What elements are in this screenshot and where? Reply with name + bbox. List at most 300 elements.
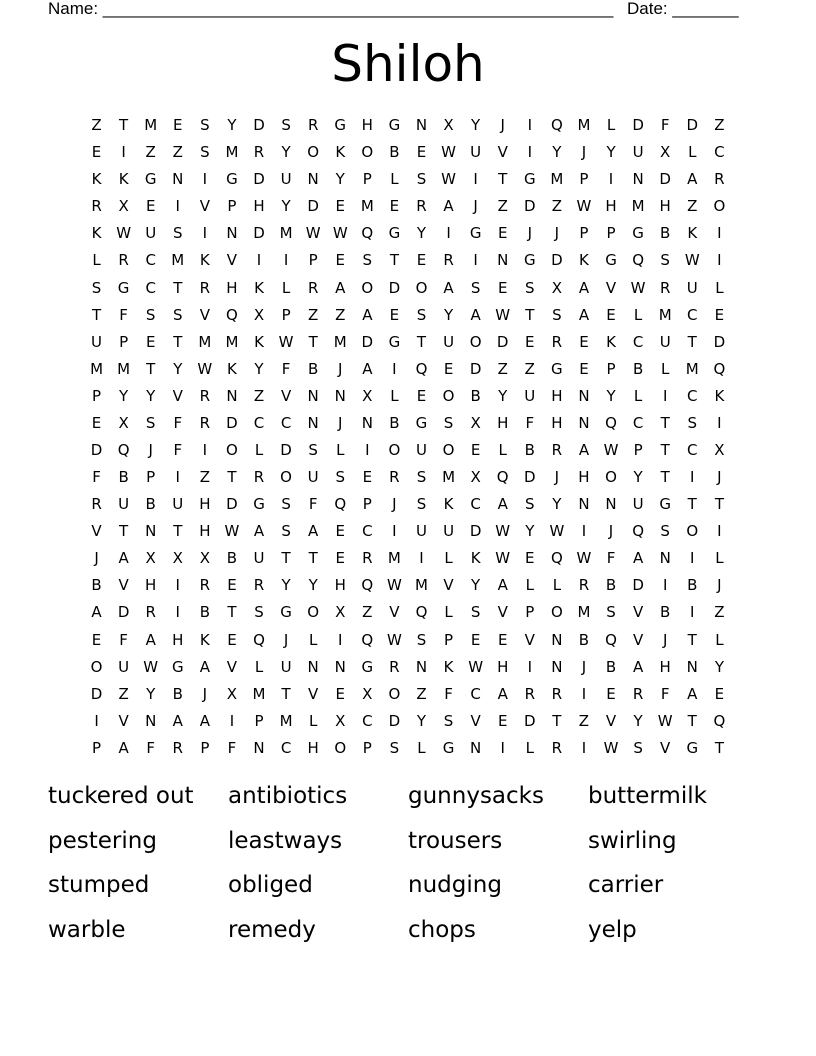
grid-letter: V — [524, 630, 535, 649]
worksheet-header — [48, 0, 768, 20]
grid-letter: S — [389, 738, 400, 757]
grid-row — [83, 626, 733, 653]
grid-letter: P — [146, 468, 156, 487]
grid-letter: E — [173, 116, 183, 135]
grid-letter: T — [119, 522, 129, 541]
grid-letter: D — [361, 332, 374, 351]
grid-letter: U — [415, 440, 427, 459]
grid-letter: Q — [713, 711, 726, 730]
grid-letter: B — [118, 468, 129, 487]
grid-letter: A — [145, 630, 156, 649]
grid-letter: R — [307, 116, 319, 135]
grid-letter: E — [470, 440, 481, 459]
grid-letter: U — [632, 143, 644, 162]
grid-letter: A — [362, 305, 373, 324]
grid-letter: M — [550, 170, 564, 189]
grid-letter: P — [606, 224, 616, 243]
grid-letter: S — [660, 522, 670, 541]
grid-letter: G — [415, 413, 428, 432]
grid-letter: K — [579, 251, 589, 270]
grid-letter: K — [606, 332, 616, 351]
grid-letter: L — [390, 386, 399, 405]
grid-letter: M — [685, 359, 699, 378]
grid-letter: I — [717, 522, 722, 541]
grid-row — [83, 274, 733, 301]
grid-letter: J — [473, 197, 478, 216]
grid-letter: U — [172, 495, 184, 514]
grid-letter: J — [581, 143, 587, 162]
grid-letter: O — [415, 278, 428, 297]
grid-letter: P — [579, 224, 589, 243]
grid-letter: F — [119, 630, 128, 649]
grid-letter: C — [280, 738, 292, 757]
grid-letter: O — [334, 738, 347, 757]
grid-letter: E — [227, 576, 237, 595]
grid-letter: L — [336, 440, 345, 459]
grid-letter: X — [145, 549, 156, 568]
grid-row — [83, 166, 733, 193]
grid-letter: J — [554, 468, 560, 487]
grid-letter: S — [254, 603, 264, 622]
grid-letter: B — [660, 224, 671, 243]
grid-letter: Q — [550, 116, 563, 135]
grid-row — [83, 383, 733, 410]
grid-letter: M — [171, 251, 185, 270]
grid-letter: I — [473, 251, 478, 270]
grid-letter: T — [389, 251, 399, 270]
grid-letter: I — [608, 170, 614, 189]
grid-letter: Z — [362, 603, 373, 622]
grid-letter: W — [603, 738, 619, 757]
grid-letter: F — [173, 440, 183, 459]
grid-letter: S — [416, 305, 427, 324]
grid-letter: D — [253, 224, 265, 243]
grid-letter: U — [145, 224, 157, 243]
grid-letter: X — [226, 684, 238, 703]
grid-letter: Q — [361, 224, 374, 243]
grid-letter: T — [91, 305, 102, 324]
grid-letter: R — [416, 197, 427, 216]
grid-letter: Y — [335, 170, 345, 189]
grid-letter: T — [687, 711, 697, 730]
grid-letter: S — [687, 413, 698, 432]
grid-letter: R — [632, 684, 644, 703]
grid-letter: M — [252, 684, 266, 703]
grid-letter: W — [576, 549, 592, 568]
grid-letter: Q — [361, 630, 374, 649]
grid-letter: I — [121, 143, 126, 162]
grid-letter: E — [497, 711, 508, 730]
grid-letter: L — [308, 630, 318, 649]
grid-letter: Q — [632, 251, 644, 270]
grid-letter: A — [497, 495, 508, 514]
grid-letter: W — [603, 440, 619, 459]
grid-letter: V — [632, 630, 644, 649]
grid-letter: G — [523, 170, 536, 189]
grid-letter: U — [118, 495, 130, 514]
word-bank — [48, 777, 768, 955]
grid-letter: N — [551, 630, 563, 649]
grid-letter: C — [687, 440, 698, 459]
grid-letter: D — [632, 576, 644, 595]
grid-letter: B — [172, 684, 183, 703]
grid-letter: T — [687, 495, 697, 514]
grid-letter: O — [388, 684, 401, 703]
grid-letter: K — [335, 143, 346, 162]
name-field-label: Name: ______________________________________________________ — [48, 0, 614, 18]
grid-letter: B — [687, 576, 698, 595]
grid-letter: Y — [443, 305, 454, 324]
grid-letter: K — [254, 278, 264, 297]
grid-letter: Y — [416, 224, 427, 243]
grid-letter: I — [446, 224, 451, 243]
grid-letter: T — [173, 332, 183, 351]
grid-letter: R — [389, 657, 400, 676]
grid-letter: M — [333, 332, 347, 351]
grid-letter: N — [334, 657, 346, 676]
grid-letter: T — [227, 468, 237, 487]
grid-letter: O — [469, 332, 482, 351]
grid-letter: M — [90, 359, 104, 378]
grid-letter: X — [714, 440, 725, 459]
grid-letter: G — [523, 251, 536, 270]
page-title: Shiloh — [331, 35, 485, 93]
grid-letter: I — [581, 684, 587, 703]
grid-letter: X — [551, 278, 562, 297]
grid-letter: B — [470, 386, 481, 405]
grid-letter: S — [443, 413, 454, 432]
grid-letter: Z — [308, 305, 319, 324]
grid-letter: W — [305, 224, 321, 243]
grid-letter: O — [550, 603, 563, 622]
grid-letter: K — [91, 224, 102, 243]
grid-letter: K — [227, 359, 237, 378]
grid-letter: P — [606, 359, 616, 378]
grid-letter: T — [281, 549, 291, 568]
grid-letter: P — [362, 170, 372, 189]
grid-letter: O — [442, 440, 455, 459]
grid-letter: Y — [146, 386, 156, 405]
grid-letter: O — [361, 143, 374, 162]
grid-letter: V — [118, 711, 129, 730]
grid-letter: I — [500, 738, 505, 757]
grid-letter: T — [227, 603, 237, 622]
grid-letter: A — [443, 278, 454, 297]
grid-letter: D — [388, 278, 401, 297]
grid-letter: I — [473, 170, 478, 189]
grid-letter: T — [714, 738, 724, 757]
grid-letter: O — [361, 278, 374, 297]
word-bank-item: leastways — [228, 827, 343, 854]
grid-letter: B — [199, 603, 210, 622]
grid-letter: N — [470, 738, 482, 757]
grid-letter: S — [552, 305, 562, 324]
grid-letter: I — [338, 630, 343, 649]
grid-letter: Y — [254, 359, 264, 378]
grid-letter: N — [605, 495, 617, 514]
grid-letter: D — [226, 495, 238, 514]
grid-letter: S — [91, 278, 102, 297]
grid-letter: S — [416, 495, 427, 514]
grid-letter: W — [224, 522, 240, 541]
grid-letter: C — [632, 332, 644, 351]
grid-letter: Y — [714, 657, 724, 676]
grid-letter: R — [659, 278, 671, 297]
grid-letter: H — [605, 197, 617, 216]
grid-letter: U — [524, 386, 536, 405]
grid-letter: H — [659, 657, 671, 676]
grid-letter: N — [307, 170, 319, 189]
grid-letter: J — [717, 576, 722, 595]
grid-letter: V — [660, 738, 671, 757]
grid-letter: S — [145, 413, 156, 432]
grid-letter: Z — [145, 143, 156, 162]
grid-letter: D — [253, 170, 265, 189]
grid-letter: W — [332, 224, 348, 243]
grid-letter: M — [631, 197, 645, 216]
grid-letter: G — [469, 224, 482, 243]
grid-letter: N — [551, 657, 563, 676]
grid-letter: N — [686, 657, 698, 676]
grid-letter: K — [687, 224, 698, 243]
grid-letter: E — [91, 630, 102, 649]
grid-letter: J — [202, 684, 208, 703]
word-search-grid — [83, 112, 733, 762]
grid-letter: R — [199, 576, 211, 595]
grid-letter: R — [91, 197, 102, 216]
grid-letter: I — [175, 468, 180, 487]
grid-letter: X — [443, 116, 454, 135]
grid-letter: M — [279, 711, 293, 730]
grid-letter: Z — [497, 359, 508, 378]
grid-letter: W — [278, 332, 294, 351]
grid-letter: D — [253, 116, 265, 135]
grid-letter: R — [443, 251, 454, 270]
grid-letter: C — [145, 278, 156, 297]
grid-letter: G — [442, 738, 455, 757]
grid-letter: W — [495, 549, 511, 568]
grid-letter: H — [551, 386, 563, 405]
grid-letter: R — [253, 143, 265, 162]
grid-letter: D — [388, 711, 401, 730]
grid-letter: T — [687, 630, 697, 649]
grid-letter: E — [145, 197, 156, 216]
grid-letter: T — [173, 278, 183, 297]
grid-letter: G — [686, 738, 699, 757]
grid-letter: T — [119, 116, 129, 135]
grid-letter: D — [496, 332, 509, 351]
grid-letter: T — [687, 332, 697, 351]
grid-letter: F — [660, 116, 670, 135]
grid-letter: B — [308, 359, 319, 378]
grid-letter: E — [227, 630, 237, 649]
grid-letter: N — [226, 386, 238, 405]
grid-letter: N — [578, 413, 590, 432]
grid-letter: V — [91, 522, 102, 541]
grid-letter: X — [118, 197, 129, 216]
grid-letter: H — [199, 522, 211, 541]
grid-letter: A — [578, 305, 590, 324]
grid-letter: Y — [606, 386, 616, 405]
grid-letter: R — [524, 684, 535, 703]
grid-letter: Y — [633, 468, 643, 487]
grid-letter: Z — [687, 197, 698, 216]
grid-letter: X — [470, 468, 481, 487]
grid-letter: T — [416, 332, 427, 351]
grid-letter: V — [470, 711, 481, 730]
grid-letter: A — [199, 657, 210, 676]
grid-letter: M — [658, 305, 672, 324]
grid-letter: C — [362, 522, 373, 541]
grid-letter: W — [468, 657, 484, 676]
grid-letter: B — [91, 576, 102, 595]
grid-letter: E — [606, 305, 616, 324]
grid-letter: Z — [416, 684, 427, 703]
grid-letter: A — [578, 440, 590, 459]
grid-letter: Q — [632, 522, 644, 541]
grid-letter: W — [441, 170, 456, 189]
grid-letter: Q — [253, 630, 265, 649]
grid-letter: Y — [281, 576, 291, 595]
grid-letter: Q — [361, 576, 374, 595]
grid-letter: O — [442, 386, 455, 405]
grid-letter: A — [687, 170, 698, 189]
grid-letter: W — [197, 359, 213, 378]
grid-letter: B — [145, 495, 156, 514]
grid-letter: L — [688, 143, 697, 162]
grid-letter: R — [199, 386, 211, 405]
grid-letter: P — [362, 495, 372, 514]
grid-letter: G — [361, 657, 374, 676]
grid-letter: G — [551, 359, 563, 378]
grid-row — [83, 735, 733, 762]
grid-letter: N — [334, 386, 346, 405]
grid-letter: P — [200, 738, 210, 757]
grid-letter: A — [497, 684, 508, 703]
grid-letter: V — [497, 603, 508, 622]
grid-letter: D — [226, 413, 238, 432]
grid-letter: U — [118, 657, 130, 676]
grid-letter: Z — [551, 197, 562, 216]
grid-letter: P — [92, 386, 102, 405]
grid-letter: L — [417, 738, 426, 757]
grid-letter: T — [660, 468, 670, 487]
grid-letter: G — [659, 495, 671, 514]
grid-letter: P — [227, 197, 237, 216]
grid-letter: K — [470, 549, 481, 568]
grid-letter: F — [146, 738, 156, 757]
grid-letter: N — [578, 386, 590, 405]
grid-letter: D — [90, 440, 103, 459]
grid-letter: J — [527, 224, 532, 243]
grid-letter: C — [632, 413, 644, 432]
grid-letter: E — [335, 684, 345, 703]
grid-letter: E — [335, 522, 345, 541]
grid-letter: H — [551, 413, 563, 432]
grid-letter: D — [713, 332, 726, 351]
grid-letter: S — [200, 116, 210, 135]
grid-letter: Z — [714, 116, 725, 135]
grid-letter: A — [470, 305, 481, 324]
grid-letter: F — [173, 413, 183, 432]
grid-letter: E — [335, 197, 345, 216]
grid-letter: S — [525, 278, 535, 297]
grid-letter: X — [118, 413, 129, 432]
grid-letter: L — [498, 440, 507, 459]
grid-letter: J — [608, 522, 614, 541]
word-bank-item: gunnysacks — [408, 783, 544, 809]
grid-letter: V — [226, 251, 238, 270]
grid-letter: N — [632, 170, 644, 189]
grid-letter: N — [253, 738, 265, 757]
grid-letter: I — [175, 576, 180, 595]
grid-letter: H — [497, 657, 509, 676]
grid-letter: B — [226, 549, 238, 568]
grid-letter: C — [714, 143, 725, 162]
grid-letter: R — [551, 332, 563, 351]
grid-letter: E — [579, 359, 589, 378]
grid-letter: E — [579, 332, 589, 351]
grid-letter: B — [605, 576, 617, 595]
grid-letter: P — [92, 738, 102, 757]
grid-letter: I — [392, 359, 397, 378]
grid-row — [83, 329, 733, 356]
grid-letter: A — [578, 278, 590, 297]
grid-letter: R — [199, 278, 211, 297]
grid-letter: O — [388, 440, 401, 459]
grid-letter: Q — [713, 359, 726, 378]
grid-letter: V — [199, 305, 210, 324]
grid-letter: H — [497, 413, 509, 432]
grid-letter: R — [714, 170, 725, 189]
grid-row — [83, 112, 733, 139]
grid-letter: Y — [552, 143, 562, 162]
grid-letter: F — [444, 684, 453, 703]
grid-letter: C — [280, 413, 292, 432]
grid-letter: A — [335, 278, 346, 297]
grid-letter: W — [576, 197, 592, 216]
grid-letter: S — [416, 468, 427, 487]
grid-letter: G — [253, 495, 265, 514]
grid-row — [83, 518, 733, 545]
grid-letter: N — [361, 413, 373, 432]
grid-letter: I — [283, 251, 289, 270]
grid-letter: T — [714, 495, 724, 514]
grid-letter: K — [91, 170, 102, 189]
grid-letter: X — [362, 386, 373, 405]
grid-letter: J — [581, 657, 587, 676]
grid-letter: B — [605, 657, 617, 676]
grid-letter: W — [657, 711, 673, 730]
grid-letter: U — [91, 332, 103, 351]
grid-letter: Z — [118, 684, 129, 703]
grid-letter: K — [199, 630, 210, 649]
grid-letter: T — [308, 549, 318, 568]
date-field-label: Date: _______ — [627, 0, 739, 18]
grid-letter: W — [684, 251, 700, 270]
grid-letter: L — [308, 711, 318, 730]
grid-letter: I — [690, 603, 695, 622]
grid-letter: D — [117, 603, 130, 622]
grid-letter: Z — [524, 359, 535, 378]
grid-letter: U — [470, 143, 482, 162]
grid-letter: R — [551, 440, 563, 459]
grid-letter: S — [281, 116, 291, 135]
grid-letter: H — [307, 738, 319, 757]
grid-letter: Q — [334, 495, 347, 514]
word-bank-item: carrier — [588, 872, 664, 898]
grid-letter: U — [443, 522, 455, 541]
